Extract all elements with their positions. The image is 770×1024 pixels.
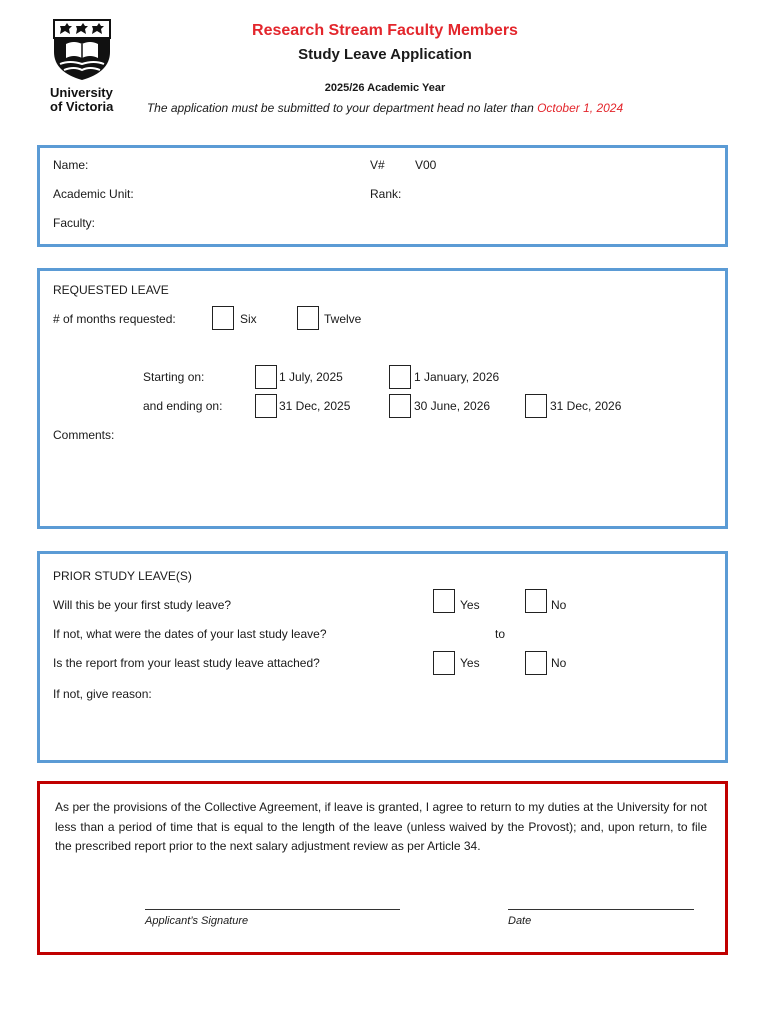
end-june-2026-label: 30 June, 2026 <box>414 399 491 413</box>
end-june-2026-checkbox[interactable] <box>389 394 411 418</box>
six-months-label: Six <box>240 312 257 326</box>
report-attached-yes-checkbox[interactable] <box>433 651 455 675</box>
form-title: Research Stream Faculty Members <box>252 22 518 39</box>
end-dec-2025-checkbox[interactable] <box>255 394 277 418</box>
six-months-checkbox[interactable] <box>212 306 234 330</box>
end-dec-2026-checkbox[interactable] <box>525 394 547 418</box>
ending-on-label: and ending on: <box>143 399 223 413</box>
rank-label: Rank: <box>370 187 402 201</box>
last-leave-to-label: to <box>495 627 506 641</box>
twelve-months-checkbox[interactable] <box>297 306 319 330</box>
vnumber-field[interactable]: V00 <box>415 158 437 172</box>
date-line[interactable] <box>508 909 694 910</box>
academic-unit-label: Academic Unit: <box>53 187 134 201</box>
comments-label: Comments: <box>53 428 115 442</box>
last-leave-dates-question: If not, what were the dates of your last study leave? <box>53 627 327 641</box>
deadline-date: October 1, 2024 <box>537 101 624 115</box>
signature-caption: Applicant’s Signature <box>145 915 249 927</box>
university-line1: University <box>50 85 113 100</box>
starting-on-label: Starting on: <box>143 370 205 384</box>
report-attached-yes-label: Yes <box>460 656 480 670</box>
date-caption: Date <box>508 915 532 927</box>
form-subtitle: Study Leave Application <box>298 46 472 63</box>
academic-year: 2025/26 Academic Year <box>324 82 446 94</box>
requested-leave-panel <box>37 268 728 529</box>
report-attached-no-checkbox[interactable] <box>525 651 547 675</box>
instruction-text: The application must be submitted to your department head no later than <box>146 101 534 115</box>
faculty-label: Faculty: <box>53 216 96 230</box>
signature-line[interactable] <box>145 909 400 910</box>
prior-leave-heading: PRIOR STUDY LEAVE(S) <box>53 569 192 583</box>
first-leave-yes-checkbox[interactable] <box>433 589 455 613</box>
end-dec-2026-label: 31 Dec, 2026 <box>550 399 622 413</box>
name-label: Name: <box>53 158 89 172</box>
reason-label: If not, give reason: <box>53 687 152 701</box>
first-leave-no-label: No <box>551 598 567 612</box>
first-leave-yes-label: Yes <box>460 598 480 612</box>
end-dec-2025-label: 31 Dec, 2025 <box>279 399 351 413</box>
start-july-2025-checkbox[interactable] <box>255 365 277 389</box>
agreement-text: As per the provisions of the Collective Agreement, if leave is granted, I agree to return to my duties at the University for not less than a period of time that is equal to the length of the leave (unless waived by the Provost); and, upon return, to file the prescribed report prior to the next salary adjustment review as per Article 34. <box>55 800 707 853</box>
months-requested-label: # of months requested: <box>53 312 176 326</box>
start-july-2025-label: 1 July, 2025 <box>279 370 343 384</box>
vnumber-label: V# <box>370 158 385 172</box>
twelve-months-label: Twelve <box>324 312 362 326</box>
report-attached-no-label: No <box>551 656 567 670</box>
first-leave-question: Will this be your first study leave? <box>53 598 232 612</box>
submission-instruction <box>0 101 770 115</box>
university-line2: of Victoria <box>50 99 114 114</box>
report-attached-question: Is the report from your least study leave attached? <box>53 656 320 670</box>
requested-leave-heading: REQUESTED LEAVE <box>53 283 169 297</box>
start-january-2026-label: 1 January, 2026 <box>414 370 500 384</box>
start-january-2026-checkbox[interactable] <box>389 365 411 389</box>
first-leave-no-checkbox[interactable] <box>525 589 547 613</box>
